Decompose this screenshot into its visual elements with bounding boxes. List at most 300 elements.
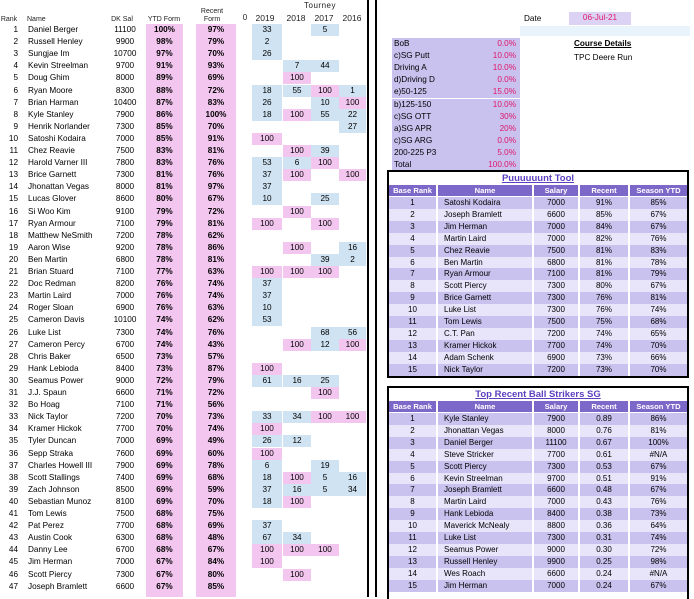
player-row — [0, 472, 366, 484]
row-name: Tom Lewis — [438, 316, 532, 328]
player-row — [0, 302, 366, 314]
player-finish-2019 — [252, 387, 282, 399]
row-season-ytd: 86% — [630, 413, 687, 425]
player-row — [0, 206, 366, 218]
player-finish-2016 — [339, 24, 366, 36]
player-salary: 7400 — [115, 472, 135, 482]
row-salary: 7000 — [534, 496, 578, 508]
course-name: TPC Deere Run — [574, 53, 633, 62]
row-salary: 6900 — [534, 352, 578, 364]
weight-label: BoB — [394, 39, 410, 48]
player-finish-2016 — [339, 157, 366, 169]
player-finish-2017: 100 — [311, 411, 339, 423]
player-salary: 7900 — [115, 109, 135, 119]
player-finish-2019: 6 — [252, 460, 282, 472]
player-finish-2018 — [283, 290, 311, 302]
player-recent-form: 78% — [207, 460, 225, 470]
player-finish-2018 — [283, 48, 311, 60]
player-finish-2018: 6 — [283, 157, 311, 169]
player-ytd-form: 81% — [156, 170, 173, 180]
row-salary: 7000 — [534, 233, 578, 245]
player-finish-2018: 100 — [283, 72, 311, 84]
player-salary: 7300 — [115, 327, 135, 337]
player-finish-2016: 16 — [339, 242, 366, 254]
player-recent-form: 87% — [207, 363, 225, 373]
player-finish-2016: 27 — [339, 121, 366, 133]
player-name: Doug Ghim — [28, 73, 70, 83]
player-recent-form: 70% — [207, 121, 225, 131]
player-ytd-form: 73% — [156, 351, 173, 361]
player-finish-2017: 44 — [311, 60, 339, 72]
player-row — [0, 423, 366, 435]
player-finish-2019 — [252, 145, 282, 157]
player-salary: 6600 — [115, 581, 135, 591]
player-ytd-form: 71% — [156, 400, 173, 410]
player-recent-form: 43% — [207, 339, 225, 349]
player-rank: 8 — [13, 109, 18, 119]
player-finish-2016 — [339, 218, 366, 230]
player-ytd-form: 67% — [156, 557, 173, 567]
player-row — [0, 375, 366, 387]
row-name: Brice Garnett — [438, 292, 532, 304]
player-finish-2018: 100 — [283, 472, 311, 484]
row-recent: 0.48 — [580, 484, 628, 496]
tool-table-row — [389, 328, 687, 340]
row-name: Steve Stricker — [438, 449, 532, 461]
tool-table-row — [389, 352, 687, 364]
tool-table-row — [389, 413, 687, 425]
player-rank: 42 — [8, 521, 18, 531]
row-season-ytd: 76% — [630, 496, 687, 508]
row-name: Kevin Streelman — [438, 473, 532, 485]
row-rank: 2 — [389, 209, 436, 221]
weight-value[interactable]: 5.0% — [497, 147, 516, 157]
player-salary: 9000 — [115, 375, 135, 385]
player-ytd-form: 68% — [156, 521, 173, 531]
player-row — [0, 544, 366, 556]
weight-row — [392, 99, 520, 111]
player-finish-2016 — [339, 399, 366, 411]
player-finish-2018: 12 — [283, 435, 311, 447]
player-finish-2016 — [339, 36, 366, 48]
player-row — [0, 399, 366, 411]
player-row — [0, 448, 366, 460]
player-finish-2017: 100 — [311, 544, 339, 556]
player-name: Sepp Straka — [28, 448, 74, 458]
player-finish-2016 — [339, 375, 366, 387]
player-ytd-form: 79% — [156, 218, 173, 228]
player-finish-2019 — [252, 230, 282, 242]
player-row — [0, 435, 366, 447]
player-name: Hank Lebioda — [28, 363, 79, 373]
player-recent-form: 72% — [207, 206, 225, 216]
row-rank: 10 — [389, 304, 436, 316]
player-rank: 47 — [8, 581, 18, 591]
player-salary: 6700 — [115, 545, 135, 555]
player-row — [0, 85, 366, 97]
player-recent-form: 79% — [207, 375, 225, 385]
player-salary: 7500 — [115, 146, 135, 155]
row-salary: 6600 — [534, 484, 578, 496]
weight-row — [392, 38, 520, 50]
player-rank: 41 — [8, 509, 18, 518]
player-ytd-form: 98% — [156, 37, 173, 47]
tool-table-row — [389, 233, 687, 245]
player-finish-2016 — [339, 266, 366, 278]
player-finish-2018 — [283, 508, 311, 520]
player-recent-form: 100% — [205, 109, 227, 119]
player-name: Russell Henley — [28, 37, 83, 47]
player-salary: 10700 — [113, 49, 137, 59]
player-finish-2018 — [283, 121, 311, 133]
row-rank: 7 — [389, 484, 436, 496]
player-row — [0, 133, 366, 145]
row-recent: 0.25 — [580, 556, 628, 568]
player-ytd-form: 69% — [156, 496, 173, 506]
player-finish-2016 — [339, 387, 366, 399]
row-rank: 6 — [389, 473, 436, 485]
row-name: Jhonattan Vegas — [438, 425, 532, 437]
player-recent-form: 91% — [207, 133, 225, 143]
row-season-ytd: 65% — [630, 328, 687, 340]
tool-table-row — [389, 508, 687, 520]
player-ytd-form: 69% — [156, 448, 173, 458]
player-recent-form: 85% — [207, 581, 225, 591]
weight-value[interactable]: 10.0% — [492, 99, 516, 109]
row-rank: 7 — [389, 268, 436, 280]
player-ytd-form: 83% — [156, 158, 173, 168]
player-rank: 18 — [8, 230, 18, 240]
player-finish-2016 — [339, 423, 366, 435]
row-name: Jim Herman — [438, 580, 532, 592]
row-name: Jim Herman — [438, 221, 532, 233]
row-season-ytd: 70% — [630, 340, 687, 352]
col-recent-form-header — [196, 8, 228, 24]
player-finish-2016 — [339, 556, 366, 568]
player-recent-form: 84% — [207, 557, 225, 567]
player-salary: 7300 — [115, 121, 135, 131]
row-rank: 13 — [389, 340, 436, 352]
player-ytd-form: 81% — [156, 182, 173, 192]
player-finish-2019 — [252, 72, 282, 84]
player-name: Aaron Wise — [28, 242, 71, 252]
row-rank: 9 — [389, 508, 436, 520]
player-finish-2019 — [252, 339, 282, 351]
weight-row — [392, 135, 520, 147]
player-finish-2017 — [311, 581, 339, 593]
col-name-header: Name — [27, 16, 46, 23]
player-finish-2017 — [311, 435, 339, 447]
weight-label: Driving A — [394, 63, 427, 73]
player-recent-form: 79% — [207, 37, 225, 47]
row-name: Joseph Bramlett — [438, 209, 532, 221]
player-finish-2018 — [283, 460, 311, 472]
player-name: Danny Lee — [28, 545, 68, 555]
tool-table-row — [389, 364, 687, 376]
row-recent: 74% — [580, 328, 628, 340]
row-rank: 15 — [389, 364, 436, 376]
tool-table-row — [389, 544, 687, 556]
row-season-ytd: 100% — [630, 437, 687, 449]
tool-table-row — [389, 437, 687, 449]
row-season-ytd: 67% — [630, 280, 687, 292]
player-recent-form: 74% — [207, 279, 225, 289]
player-recent-form: 73% — [207, 412, 225, 422]
weight-value[interactable]: 0.0% — [497, 75, 516, 85]
player-finish-2017: 100 — [311, 157, 339, 169]
player-finish-2019: 67 — [252, 532, 282, 544]
weight-row — [392, 123, 520, 135]
player-finish-2016 — [339, 72, 366, 84]
player-rank: 15 — [8, 194, 18, 204]
player-ytd-form: 85% — [156, 133, 173, 143]
row-rank: 4 — [389, 233, 436, 245]
player-finish-2018: 7 — [283, 60, 311, 72]
player-name: Scott Stallings — [28, 472, 80, 482]
player-recent-form: 97% — [207, 182, 225, 192]
row-recent: 76% — [580, 304, 628, 316]
player-row — [0, 181, 366, 193]
row-name: Maverick McNealy — [438, 520, 532, 532]
player-finish-2019: 37 — [252, 484, 282, 496]
row-name: Kramer Hickok — [438, 340, 532, 352]
player-finish-2016 — [339, 544, 366, 556]
row-recent: 0.89 — [580, 413, 628, 425]
player-finish-2019: 26 — [252, 48, 282, 60]
player-finish-2017 — [311, 181, 339, 193]
ball-strikers-panel — [387, 386, 689, 599]
player-finish-2017 — [311, 48, 339, 60]
weight-value[interactable]: 30% — [499, 111, 516, 121]
date-value[interactable]: 06-Jul-21 — [569, 12, 631, 25]
player-finish-2018: 55 — [283, 85, 311, 97]
player-ytd-form: 78% — [156, 242, 173, 252]
player-rank: 23 — [8, 291, 18, 301]
recent-form-label: Recent Form — [200, 8, 224, 23]
row-name: C.T. Pan — [438, 328, 532, 340]
player-finish-2018: 100 — [283, 496, 311, 508]
strikers-header-salary: Salary — [534, 401, 578, 412]
player-finish-2018: 100 — [283, 169, 311, 181]
player-rank: 2 — [13, 37, 18, 47]
row-season-ytd: 66% — [630, 352, 687, 364]
row-name: Russell Henley — [438, 556, 532, 568]
player-salary: 8000 — [115, 73, 135, 83]
player-finish-2019: 53 — [252, 157, 282, 169]
player-recent-form: 76% — [207, 158, 225, 168]
player-name: Scott Piercy — [28, 569, 72, 579]
weight-label: 200-225 P3 — [394, 147, 437, 157]
player-recent-form: 69% — [207, 73, 225, 83]
player-finish-2019 — [252, 399, 282, 411]
weight-value[interactable]: 10.0% — [492, 51, 516, 61]
row-season-ytd: 85% — [630, 197, 687, 209]
tool-header-recent: Recent — [580, 185, 628, 196]
row-recent: 0.30 — [580, 544, 628, 556]
weight-value[interactable]: 0.0% — [497, 135, 516, 145]
row-rank: 3 — [389, 437, 436, 449]
player-finish-2017: 5 — [311, 24, 339, 36]
player-recent-form: 76% — [207, 327, 225, 337]
player-name: Bo Hoag — [28, 400, 60, 410]
row-salary: 7000 — [534, 221, 578, 233]
player-name: Si Woo Kim — [28, 206, 71, 216]
player-salary: 9200 — [115, 242, 135, 252]
player-recent-form: 72% — [207, 85, 225, 95]
player-finish-2016 — [339, 581, 366, 593]
player-salary: 7200 — [115, 412, 135, 422]
player-salary: 11100 — [114, 25, 136, 34]
player-finish-2017: 100 — [311, 387, 339, 399]
player-finish-2017 — [311, 230, 339, 242]
player-rank: 33 — [8, 412, 18, 422]
player-finish-2019: 53 — [252, 314, 282, 326]
row-rank: 1 — [389, 413, 436, 425]
player-ytd-form: 79% — [156, 206, 173, 216]
player-finish-2016: 100 — [339, 169, 366, 181]
player-name: Zach Johnson — [28, 484, 80, 494]
player-rank: 21 — [8, 267, 18, 276]
player-finish-2017: 10 — [311, 97, 339, 109]
player-finish-2017 — [311, 278, 339, 290]
row-salary: 11100 — [534, 437, 578, 449]
player-finish-2019: 18 — [252, 472, 282, 484]
row-season-ytd: 67% — [630, 461, 687, 473]
tool-table-row — [389, 496, 687, 508]
row-rank: 12 — [389, 544, 436, 556]
player-salary: 7000 — [115, 557, 135, 567]
tool-table-row — [389, 449, 687, 461]
player-finish-2017: 100 — [311, 85, 339, 97]
player-finish-2018 — [283, 520, 311, 532]
player-row — [0, 242, 366, 254]
player-row — [0, 327, 366, 339]
player-finish-2018 — [283, 254, 311, 266]
row-season-ytd: 91% — [630, 473, 687, 485]
player-finish-2017 — [311, 169, 339, 181]
row-name: Scott Piercy — [438, 461, 532, 473]
player-finish-2018: 34 — [283, 411, 311, 423]
weight-value[interactable]: 15.0% — [492, 87, 516, 97]
player-recent-form: 57% — [207, 351, 225, 361]
tool-table-row — [389, 304, 687, 316]
weight-label: a)SG APR — [394, 123, 432, 133]
player-name: Sebastian Munoz — [28, 496, 92, 506]
player-rank: 45 — [8, 557, 18, 567]
player-ytd-form: 68% — [156, 545, 173, 555]
row-rank: 11 — [389, 532, 436, 544]
player-ytd-form: 68% — [156, 509, 173, 518]
col-rank-header: Rank — [0, 16, 18, 23]
player-finish-2016 — [339, 448, 366, 460]
row-recent: 0.76 — [580, 425, 628, 437]
player-finish-2019 — [252, 121, 282, 133]
player-salary: 6900 — [115, 303, 135, 313]
player-finish-2019: 100 — [252, 363, 282, 375]
player-finish-2018: 100 — [283, 569, 311, 581]
player-ytd-form: 67% — [156, 569, 173, 579]
player-finish-2016 — [339, 520, 366, 532]
player-row — [0, 363, 366, 375]
weight-value[interactable]: 0.0% — [497, 39, 516, 48]
row-salary: 6800 — [534, 257, 578, 269]
row-season-ytd: 76% — [630, 233, 687, 245]
weight-label: b)125-150 — [394, 99, 432, 109]
player-salary: 6800 — [115, 254, 135, 264]
tool-table-row — [389, 292, 687, 304]
player-salary: 7000 — [115, 291, 135, 301]
row-name: Hank Lebioda — [438, 508, 532, 520]
weight-value[interactable]: 10.0% — [492, 63, 516, 73]
player-ytd-form: 69% — [156, 472, 173, 482]
player-ytd-form: 77% — [156, 267, 173, 276]
player-finish-2017: 5 — [311, 472, 339, 484]
player-salary: 7700 — [115, 424, 135, 434]
player-rank: 40 — [8, 496, 18, 506]
player-recent-form: 75% — [207, 509, 225, 518]
player-finish-2017 — [311, 36, 339, 48]
player-salary: 8300 — [115, 85, 135, 95]
row-season-ytd: #N/A — [630, 568, 687, 580]
player-ytd-form: 86% — [156, 109, 173, 119]
tool-table-row — [389, 209, 687, 221]
weight-row — [392, 86, 520, 98]
player-rank: 43 — [8, 533, 18, 543]
player-name: Cameron Davis — [28, 315, 85, 325]
player-rank: 37 — [8, 460, 18, 470]
player-name: Brian Stuard — [28, 267, 74, 276]
player-salary: 6600 — [115, 388, 135, 397]
player-rank: 14 — [8, 182, 18, 192]
row-salary: 7000 — [534, 197, 578, 209]
player-salary: 8100 — [115, 496, 135, 506]
player-finish-2016 — [339, 314, 366, 326]
player-finish-2018 — [283, 133, 311, 145]
strikers-header-rank: Base Rank — [389, 401, 436, 412]
player-finish-2019: 61 — [252, 375, 282, 387]
player-finish-2017 — [311, 399, 339, 411]
row-name: Daniel Berger — [438, 437, 532, 449]
player-finish-2019: 37 — [252, 278, 282, 290]
player-finish-2019: 37 — [252, 520, 282, 532]
row-rank: 2 — [389, 425, 436, 437]
player-ytd-form: 97% — [156, 49, 173, 59]
weight-value[interactable]: 20% — [499, 123, 516, 133]
player-recent-form: 97% — [207, 25, 225, 34]
player-recent-form: 63% — [207, 267, 225, 276]
player-row — [0, 351, 366, 363]
player-row — [0, 157, 366, 169]
row-name: Nick Taylor — [438, 364, 532, 376]
row-season-ytd: 78% — [630, 257, 687, 269]
tool-header-rank: Base Rank — [389, 185, 436, 196]
player-finish-2018 — [283, 363, 311, 375]
row-recent: 0.36 — [580, 520, 628, 532]
row-recent: 0.53 — [580, 461, 628, 473]
row-recent: 73% — [580, 364, 628, 376]
weight-value[interactable]: 100.0% — [488, 160, 516, 169]
player-name: Doc Redman — [28, 279, 76, 289]
tool-table-row — [389, 221, 687, 233]
player-finish-2018 — [283, 423, 311, 435]
row-recent: 82% — [580, 233, 628, 245]
player-finish-2016 — [339, 435, 366, 447]
player-ytd-form: 80% — [156, 194, 173, 204]
row-salary: 7900 — [534, 413, 578, 425]
row-season-ytd: 98% — [630, 556, 687, 568]
row-recent: 81% — [580, 257, 628, 269]
col-dk-header: DK Sal — [111, 16, 133, 23]
